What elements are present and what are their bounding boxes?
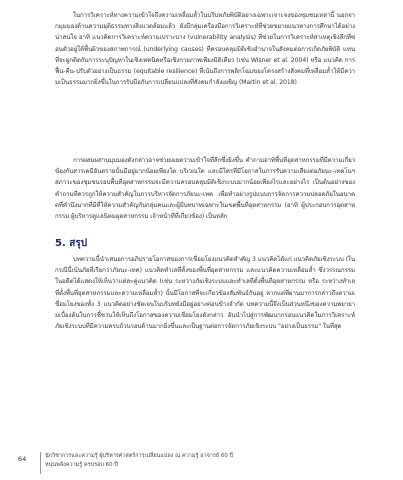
paragraph-2-text: การผสมผสานมุมมองดังกล่าวอาจช่วยเผยความเข้าใจที่ลึกซึ้งยิ่งขึ้น คำถามอาทิพื้นที่อุตสาหกรรมที่มีความเกี่ยวข้องกับสารเคมีอันตรายนั้นมีอยู่มากน้อยเพียงใด บริเวณใด และมีใครที่มีโอกาสในการรับความเสี่ยงต่อภัยนะ-เทคโนฯ สภาวะของชุมชนรอบพื้นที่อุตสาหกรรมจะมีความครอบคลุมมิติเชิงระบบมากน้อยเพียงไรและอย่างไร เป็นต้นอย่างของคำถามที่ควรถูกให้ความสำคัญในการบริหารจัดการภัยนะ-เทค เพื่อทำอย่างรูปแบบการจัดการความปลอดภัยในอนาคตที่คำนึงมากที่มีที่ให้ความสำคัญกับกลุ่มคนและผู้มีบทบาทเฉพาะในเขตพื้นที่อุตสาหกรรม (อาทิ ผู้ประกอบการอุตสาหกรรม ผู้บริหารดูแลนิคมอุตสาหกรรม เจ้าหน้าที่ที่เกี่ยวข้อง) เป็นหลัก xyxy=(55,157,355,221)
body-paragraph-1 xyxy=(55,10,355,88)
page-number: 64 xyxy=(18,455,27,463)
footer-publication-subtitle: หนุนพลังความรู้ ครบรอบ 60 ปี xyxy=(45,462,118,468)
section-heading-conclusion: 5. สรุป xyxy=(55,238,88,249)
footer-publication-title: นักวิชาการและความรู้ ผู้บริหารศาสตร์การเปลี่ยนแปลง ณ ความรู้ อาจารย์ 60 ปี xyxy=(45,453,234,459)
page-footer xyxy=(18,452,398,474)
footer-divider xyxy=(40,452,41,474)
conclusion-text: บทความนี้นำเสนอการอภิปรายโอกาสของการเชื่อมโยงแนวคิดสำคัญ 3 แนวคิดได้แก่ แนวคิดภัยเชิงระบบ (ในกรณีนี้เน้นภัยที่เรียกว่าภัยนะ-เทค) แนวคิดทำเลที่ตั้งของพื้นที่อุตสาหกรรม และแนวคิดความเหลื่อมล้ำ ซึ่งวรรณกรรมในอดีตได้แสดงให้เห็นว่าแต่ละคู่แนวคิด (เช่น ระหว่างภัยเชิงระบบและทำเลที่ตั้งพื้นที่อุตสาหกรรม หรือ ระหว่างทำเลที่ตั้งพื้นที่อุตสาหกรรมและความเหลื่อมล้ำ) นั้นมีโอกาสที่จะเกี่ยวข้องสัมพันธ์กันอยู่ หากแต่ที่ผ่านมาการกล่าวถึงความเชื่อมโยงของทั้ง 3 แนวคิดอย่างชัดเจนในบริบทยังมีอยู่อย่างค่อนข้างจำกัด บทความนี้จึงเป็นส่วนหนึ่งของความพยายามเบื้องต้นในการชี้ชวนให้เห็นถึงโอกาสของความเชื่อมโยงดังกล่าว อันนำไปสู่การพัฒนากรอบแนวคิดในการวิเคราะห์ภัยเชิงระบบที่มีความครบถ้วนรอบด้านมากยิ่งขึ้นและเป็นฐานต่อการจัดการภัยเชิงระบบ "อย่างเป็นธรรม" ในที่สุด xyxy=(55,256,355,331)
paragraph-1-text: ในการวิเคราะห์ทางความเข้าใจถึงความเหลื่อมล้ำในบริบทภัยพิบัติอย่างเฉพาะเจาะจงของชุมชนเหล่านี้ นอกจากมุมมองด้านความยุติธรรมทางสิ่งแวดล้อมแล้ว ยังมีกลุ่มเครื่องมือการวิเคราะห์ที่ช่วยขยายแนวทางการศึกษาได้อย่างน่าสนใจ อาทิ แนวคิดการวิเคราะห์ความเปราะบาง (vulnerability analysis) ที่ช่วยในการวิเคราะห์สาเหตุเชิงลึกที่ซ่อนตัวอยู่ใต้พื้นผิวของสภาพการณ์ (underlying causes) ที่ครอบคลุมมิติเชิงอำนาจในสังคมต่อการเกิดภัยพิบัติ แทนที่จะผูกติดกับการระบุปัญหาในเชิงเทคนิคหรือเชิงกายภาพเพียงมิติเดียว (เช่น Wisner et al. 2004) หรือ แนวคิด การฟื้น-คืน-ปรับตัวอย่างเป็นธรรม (equitable resilience) ที่เน้นถึงการพลิกโฉมของโครงสร้างสังคมที่เหลื่อมล้ำให้มีความเป็นธรรมมากยิ่งขึ้นในการรับมือกับการเปลี่ยนแปลงที่สังคมกำลังเผชิญ (Martin et al. 2018) xyxy=(55,12,355,87)
body-paragraph-2 xyxy=(55,155,355,222)
conclusion-paragraph xyxy=(55,254,355,332)
